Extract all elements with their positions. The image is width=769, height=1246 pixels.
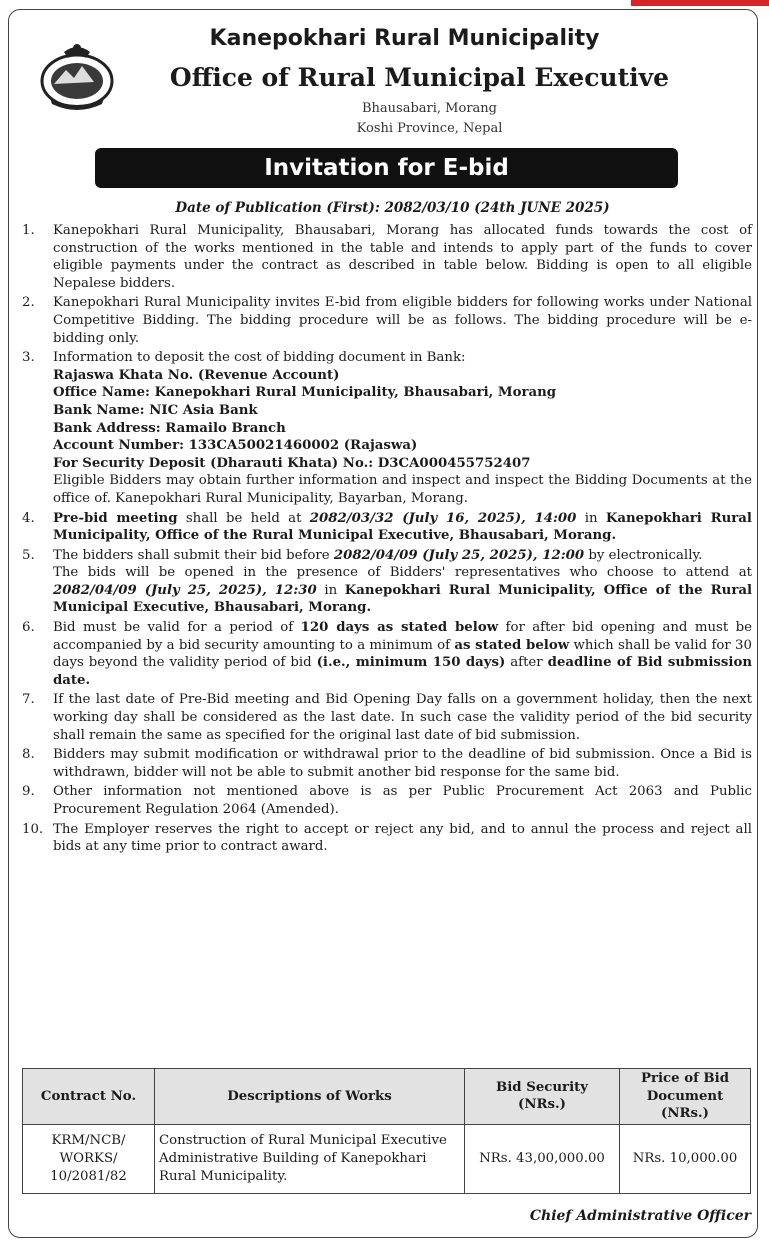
bank-info-outro: Eligible Bidders may obtain further information and inspect and inspect the Bidding Documents at the office of. Kanepokhari Rural Municipality, Bayarban, Morang.	[53, 473, 752, 506]
contract-no-header: Contract No.	[23, 1069, 155, 1125]
item-text: Other information not mentioned above is as per Public Procurement Act 2063 and Public Procurement Regulation 2064 (Amended).	[53, 784, 752, 817]
text-run: Bid must be valid for a period of	[53, 620, 301, 636]
corner-red-mark	[631, 0, 769, 6]
document-price-header	[620, 1069, 751, 1125]
item-text: The Employer reserves the right to accept or reject any bid, and to annul the process and reject all bids at any time prior to contract award.	[53, 821, 752, 855]
item-number: 6.	[22, 620, 35, 636]
item-text: Bidders may submit modification or withdrawal prior to the deadline of bid submission. Once a Bid is withdrawn, bidder will not be able to submit another bid response for the same bid.	[53, 747, 752, 780]
item-text	[53, 547, 752, 617]
revenue-account: Rajaswa Khata No. (Revenue Account)	[53, 367, 340, 383]
office-name-line: Office Name: Kanepokhari Rural Municipality, Bhausabari, Morang	[53, 385, 557, 401]
list-item	[22, 222, 752, 292]
bank-name: Bank Name: NIC Asia Bank	[53, 402, 258, 418]
text-run: which shall be valid for 30 days beyond the validity period of bid	[53, 637, 752, 671]
header-line: Bid Security	[496, 1079, 588, 1095]
description-cell: Construction of Rural Municipal Executive Administrative Building of Kanepokhari Rural Municipality.	[155, 1124, 465, 1193]
submission-deadline: 2082/04/09 (July 25, 2025), 12:00	[333, 547, 585, 563]
item-number: 5.	[22, 547, 35, 563]
bid-security-cell: NRs. 43,00,000.00	[465, 1124, 620, 1193]
table-row	[23, 1124, 751, 1193]
address-line-1: Bhausabari, Morang	[362, 101, 497, 116]
item-text: If the last date of Pre-Bid meeting and Bid Opening Day falls on a government holiday, then the next working day shall be considered as the last date. In such case the validity period of the bid security shall remain the same as specified for the original last date of bid submission.	[53, 692, 752, 743]
works-table	[22, 1068, 751, 1194]
office-name: Office of Rural Municipal Executive	[169, 63, 670, 92]
list-item	[22, 510, 752, 545]
cell-line: KRM/NCB/	[51, 1133, 126, 1149]
description-header: Descriptions of Works	[155, 1069, 465, 1125]
text-run: for after bid opening and must be accompanied by a bid security amounting to a minimum of	[53, 620, 752, 653]
item-text: Kanepokhari Rural Municipality, Bhausabari, Morang has allocated funds towards the cost of construction of the works mentioned in the table and intends to apply part of the funds to cover eligible payments under the contract as described in table below. Bidding is open to all eligible Nepalese bidders.	[53, 223, 752, 291]
bank-info-intro: Information to deposit the cost of bidding document in Bank:	[53, 350, 466, 366]
item-text: Kanepokhari Rural Municipality invites E-bid from eligible bidders for following works under National Competitive Bidding. The bidding procedure will be as follows. The bidding procedure will be e-bidding only.	[53, 295, 752, 346]
item-number: 9.	[22, 784, 35, 800]
pre-bid-venue: Kanepokhari Rural Municipality, Office of the Rural Municipal Executive, Bhausabari, Morang.	[53, 510, 752, 544]
header-line: Document (NRs.)	[646, 1088, 724, 1122]
item-number: 7.	[22, 692, 35, 708]
item-number: 2.	[22, 295, 35, 311]
text-run: The bidders shall submit their bid before	[53, 547, 334, 563]
list-item	[22, 349, 752, 507]
text-run: by electronically.	[584, 547, 703, 563]
text-run: in	[316, 582, 345, 598]
text-run: The bids will be opened in the presence of Bidders' representatives who choose to attend at	[53, 565, 752, 581]
document-price-cell: NRs. 10,000.00	[620, 1124, 751, 1193]
validity-period: 120 days as stated below	[300, 620, 499, 636]
security-deposit-account: For Security Deposit (Dharauti Khata) No.: D3CA000455752407	[53, 455, 531, 471]
pre-bid-label: Pre-bid meeting	[53, 510, 178, 526]
item-number: 1.	[22, 223, 35, 238]
address-line-2: Koshi Province, Nepal	[356, 121, 503, 136]
opening-venue: Kanepokhari Rural Municipality, Office of the Rural Municipal Executive, Bhausabari, Morang.	[53, 582, 752, 616]
opening-date: 2082/04/09 (July 25, 2025), 12:30	[53, 582, 317, 598]
signature: Chief Administrative Officer	[529, 1208, 751, 1224]
item-number: 3.	[22, 350, 35, 366]
item-number: 4.	[22, 510, 35, 526]
list-item	[22, 294, 752, 347]
list-item	[22, 746, 752, 781]
text-run: after	[505, 655, 548, 671]
account-number: Account Number: 133CA50021460002 (Rajaswa)	[53, 438, 418, 454]
notice-items	[22, 222, 752, 858]
item-number: 10.	[22, 821, 44, 837]
text-run: in	[576, 510, 606, 526]
cell-line: 10/2081/82	[50, 1168, 127, 1184]
bank-info	[53, 349, 752, 507]
publication-date: Date of Publication (First): 2082/03/10 (24th JUNE 2025)	[175, 200, 610, 216]
list-item	[22, 619, 752, 689]
list-item	[22, 547, 752, 617]
bank-address: Bank Address: Ramailo Branch	[53, 420, 286, 436]
bid-security-header	[465, 1069, 620, 1125]
header-line: (NRs.)	[518, 1097, 566, 1113]
deadline-ref: deadline of Bid submission date.	[53, 655, 752, 688]
pre-bid-date: 2082/03/32 (July 16, 2025), 14:00	[309, 510, 577, 526]
contract-no-cell	[23, 1124, 155, 1193]
text-run: shall be held at	[177, 510, 310, 526]
item-number: 8.	[22, 747, 35, 763]
item-text	[53, 619, 752, 689]
list-item	[22, 821, 752, 856]
bid-security-ref: as stated below	[454, 637, 570, 653]
list-item	[22, 783, 752, 818]
item-text	[53, 510, 752, 545]
minimum-days: (i.e., minimum 150 days)	[316, 655, 506, 671]
header-line: Price of Bid	[640, 1071, 730, 1086]
cell-line: WORKS/	[59, 1150, 118, 1166]
municipality-name: Kanepokhari Rural Municipality	[209, 26, 600, 51]
title-banner: Invitation for E-bid	[95, 148, 678, 188]
table-header-row	[23, 1069, 751, 1125]
list-item	[22, 691, 752, 744]
